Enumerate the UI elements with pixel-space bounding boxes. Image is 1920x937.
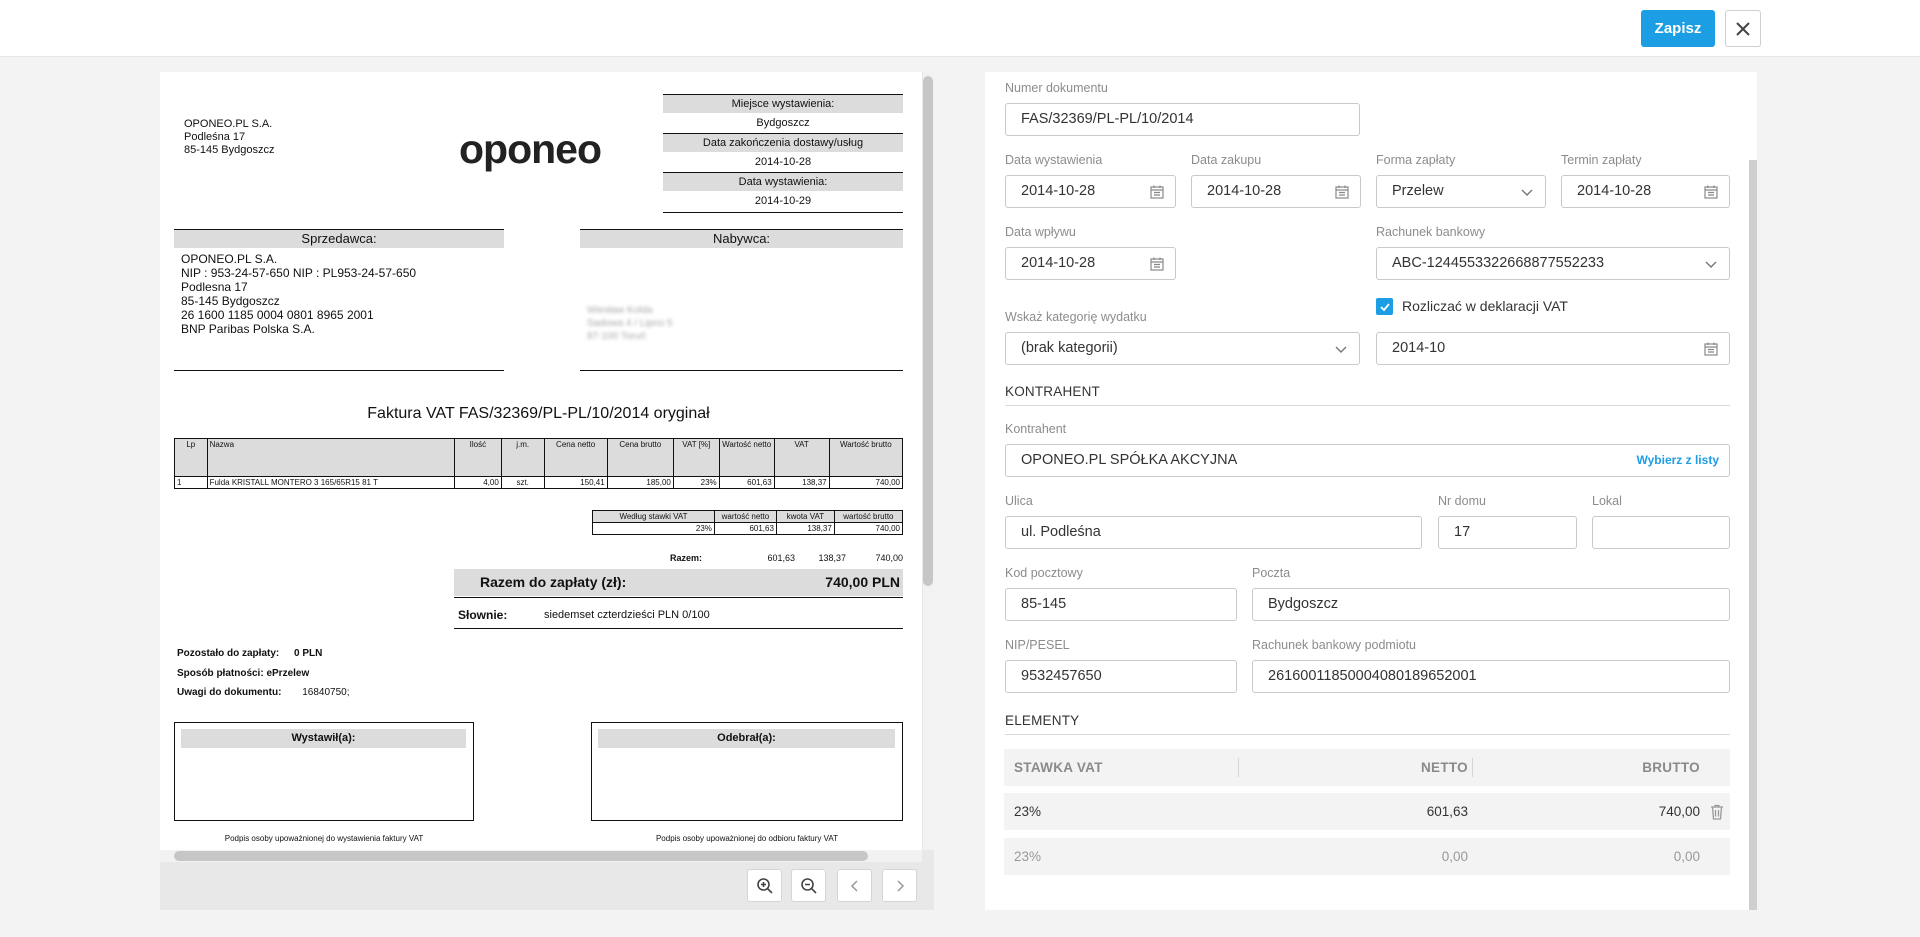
ulica-input[interactable]: ul. Podleśna [1005,516,1422,549]
table-row [593,523,903,535]
notes-value: 16840750; [302,687,350,698]
kategoria-value: (brak kategorii) [1021,340,1118,356]
nip-input[interactable]: 9532457650 [1005,660,1237,693]
calendar-icon[interactable] [1703,341,1719,357]
kontrahent-value: OPONEO.PL SPÓŁKA AKCYJNA [1021,452,1238,468]
lokal-label: Lokal [1592,494,1622,508]
remaining-label: Pozostało do zapłaty: [177,648,280,659]
meta-label: Data zakończenia dostawy/usług [663,134,903,152]
ulica-label: Ulica [1005,494,1033,508]
buyer-line: Sadowa 4 / Lipno 5 [587,318,673,329]
table-row [175,477,903,489]
kontrahent-input[interactable] [1005,444,1730,477]
data-wplywu-value: 2014-10-28 [1021,255,1096,271]
seller-header [184,118,275,157]
wybierz-z-listy-link[interactable]: Wybierz z listy [1636,453,1719,467]
zoom-out-icon [800,877,818,895]
lokal-input[interactable] [1592,516,1730,549]
col-header: Lp [175,439,208,477]
kategoria-select[interactable] [1005,332,1360,365]
buyer-line: 87-100 Toruń [587,331,646,342]
razem-label: Razem: [670,553,703,563]
termin-zaplaty-value: 2014-10-28 [1577,183,1652,199]
data-wplywu-label: Data wpływu [1005,225,1076,239]
data-zakupu-value: 2014-10-28 [1207,183,1282,199]
col-header: Ilość [454,439,501,477]
cell: 138,37 [776,523,834,535]
chevron-down-icon [1519,184,1535,200]
numer-label: Numer dokumentu [1005,81,1108,95]
seller-details [181,252,416,336]
data-wystawienia-label: Data wystawienia [1005,153,1103,167]
rachunek-podmiotu-label: Rachunek bankowy podmiotu [1252,638,1416,652]
remaining-line [177,648,322,659]
row-netto[interactable]: 0,00 [1441,849,1468,864]
kontrahent-section-title: KONTRAHENT [1005,384,1101,399]
cell: 601,63 [714,523,776,535]
cell: Fulda KRISTALL MONTERO 3 165/65R15 81 T [207,477,454,489]
seller-header-line: OPONEO.PL S.A. [184,118,273,130]
trash-icon[interactable] [1710,804,1724,820]
elements-grid-header [1004,749,1730,786]
nr-domu-input[interactable]: 17 [1438,516,1577,549]
col-header: Nazwa [207,439,454,477]
seller-line: BNP Paribas Polska S.A. [181,322,315,336]
vat-checkbox[interactable] [1376,298,1393,315]
buyer-line: Wiesław Kolda [587,305,653,316]
form-scrollbar[interactable] [1749,160,1757,910]
chevron-left-icon [849,879,861,893]
col-header: Według stawki VAT [593,511,715,523]
data-zakupu-input[interactable] [1191,175,1361,208]
okres-vat-input[interactable] [1376,332,1730,365]
col-header: Cena brutto [607,439,673,477]
nr-domu-label: Nr domu [1438,494,1486,508]
issued-signature-box [174,722,474,821]
cell: 138,37 [774,477,829,489]
termin-zaplaty-label: Termin zapłaty [1561,153,1642,167]
zoom-in-icon [756,877,774,895]
top-bar [0,0,1920,57]
col-header: Wartość netto [719,439,774,477]
chevron-right-icon [894,879,906,893]
cell: 740,00 [834,523,902,535]
razem-value: 601,63 [767,553,795,563]
col-netto-header: NETTO [1420,760,1468,775]
payment-value: ePrzelew [266,668,310,679]
data-wystawienia-value: 2014-10-28 [1021,183,1096,199]
kod-pocztowy-label: Kod pocztowy [1005,566,1083,580]
data-zakupu-label: Data zakupu [1191,153,1262,167]
words-label: Słownie: [458,608,508,622]
calendar-icon[interactable] [1334,184,1350,200]
cell: szt. [501,477,544,489]
payment-label: Sposób płatności: [177,668,264,679]
remaining-value: 0 PLN [294,648,323,659]
cell: 150,41 [544,477,607,489]
seller-line: Podlesna 17 [181,280,248,294]
razem-value: 138,37 [818,553,846,563]
chevron-down-icon [1333,341,1349,357]
col-stawka-header: STAWKA VAT [1014,760,1103,775]
previous-page-button[interactable] [837,869,872,902]
meta-value: Bydgoszcz [756,117,810,129]
received-label: Odebrał(a): [598,729,895,748]
preview-horizontal-scroll-thumb[interactable] [174,851,868,861]
check-icon [1379,301,1391,313]
col-header: Wartość brutto [829,439,902,477]
row-brutto[interactable]: 0,00 [1673,849,1700,864]
words-value: siedemset czterdzieści PLN 0/100 [544,609,710,621]
meta-value: 2014-10-29 [754,195,812,207]
cell: 23% [673,477,719,489]
notes-line [177,687,350,698]
invoice-title: Faktura VAT FAS/32369/PL-PL/10/2014 oryginał [367,405,710,422]
rachunek-select[interactable] [1376,247,1730,280]
col-header: wartość netto [714,511,776,523]
invoice-page [160,72,922,850]
col-header: Cena netto [544,439,607,477]
col-header: VAT [%] [673,439,719,477]
company-logo: oponeo [459,126,602,172]
forma-zaplaty-label: Forma zapłaty [1376,153,1456,167]
buyer-details-redacted [587,304,717,346]
seller-title: Sprzedawca: [174,230,504,248]
kategoria-label: Wskaż kategorię wydatku [1005,310,1147,324]
col-header: wartość brutto [834,511,902,523]
row-brutto[interactable]: 740,00 [1658,804,1700,819]
poczta-label: Poczta [1252,566,1291,580]
zoom-in-button[interactable] [747,869,782,902]
calendar-icon[interactable] [1149,256,1165,272]
total-bar [454,569,903,596]
save-button[interactable]: Zapisz [1641,10,1715,47]
seller-header-line: Podleśna 17 [184,131,246,143]
rachunek-label: Rachunek bankowy [1376,225,1486,239]
forma-zaplaty-value: Przelew [1392,183,1444,199]
row-stawka[interactable]: 23% [1014,804,1042,819]
data-wplywu-input[interactable] [1005,247,1176,280]
elementy-section-title: ELEMENTY [1005,713,1080,728]
kontrahent-label: Kontrahent [1005,422,1067,436]
cell: 1 [175,477,208,489]
numer-input[interactable]: FAS/32369/PL-PL/10/2014 [1005,103,1360,136]
meta-label: Data wystawienia: [663,173,903,191]
rachunek-podmiotu-input[interactable]: 26160011850004080189652001 [1252,660,1730,693]
issued-caption: Podpis osoby upoważnionej do wystawienia faktury VAT [224,834,424,843]
rachunek-value: ABC-1244553322668877552233 [1392,255,1605,271]
col-header: j.m. [501,439,544,477]
section-divider [1005,405,1730,406]
payment-line [177,668,309,679]
col-header: kwota VAT [776,511,834,523]
cell: 740,00 [829,477,902,489]
close-icon [1736,22,1750,36]
received-caption: Podpis osoby upoważnionej do odbioru faktury VAT [655,834,839,843]
notes-label: Uwagi do dokumentu: [177,687,282,698]
seller-line: 26 1600 1185 0004 0801 8965 2001 [181,308,374,322]
okres-vat-value: 2014-10 [1392,340,1446,356]
cell: 185,00 [607,477,673,489]
table-row[interactable] [1004,793,1730,830]
poczta-input[interactable]: Bydgoszcz [1252,588,1730,621]
items-table [174,438,903,489]
cell: 601,63 [719,477,774,489]
seller-line: 85-145 Bydgoszcz [181,294,280,308]
document-preview [160,72,934,910]
table-row[interactable] [1004,838,1730,875]
row-netto[interactable]: 601,63 [1426,804,1468,819]
cell: 23% [593,523,715,535]
zoom-out-button[interactable] [791,869,826,902]
buyer-title: Nabywca: [580,230,903,248]
vat-summary-table [592,510,903,535]
total-value: 740,00 PLN [825,574,900,590]
nip-label: NIP/PESEL [1005,638,1070,652]
col-brutto-header: BRUTTO [1642,760,1700,775]
calendar-icon[interactable] [1703,184,1719,200]
chevron-down-icon [1703,256,1719,272]
next-page-button[interactable] [882,869,917,902]
razem-value: 740,00 [875,553,903,563]
seller-line: OPONEO.PL S.A. [181,252,278,266]
total-label: Razem do zapłaty (zł): [480,574,627,590]
preview-vertical-scroll-thumb[interactable] [923,76,933,586]
calendar-icon[interactable] [1149,184,1165,200]
meta-value: 2014-10-28 [754,156,812,168]
data-wystawienia-input[interactable] [1005,175,1176,208]
row-stawka[interactable]: 23% [1014,849,1042,864]
forma-zaplaty-select[interactable] [1376,175,1546,208]
kod-pocztowy-input[interactable]: 85-145 [1005,588,1237,621]
vat-checkbox-label[interactable]: Rozliczać w deklaracji VAT [1402,298,1568,314]
seller-line: NIP : 953-24-57-650 NIP : PL953-24-57-650 [181,266,417,280]
col-header: VAT [774,439,829,477]
cell: 4,00 [454,477,501,489]
seller-header-line: 85-145 Bydgoszcz [184,144,275,156]
termin-zaplaty-input[interactable] [1561,175,1730,208]
close-button[interactable] [1725,10,1761,47]
issued-label: Wystawił(a): [181,729,466,748]
received-signature-box [591,722,903,821]
section-divider [1005,734,1730,735]
meta-label: Miejsce wystawienia: [663,95,903,113]
